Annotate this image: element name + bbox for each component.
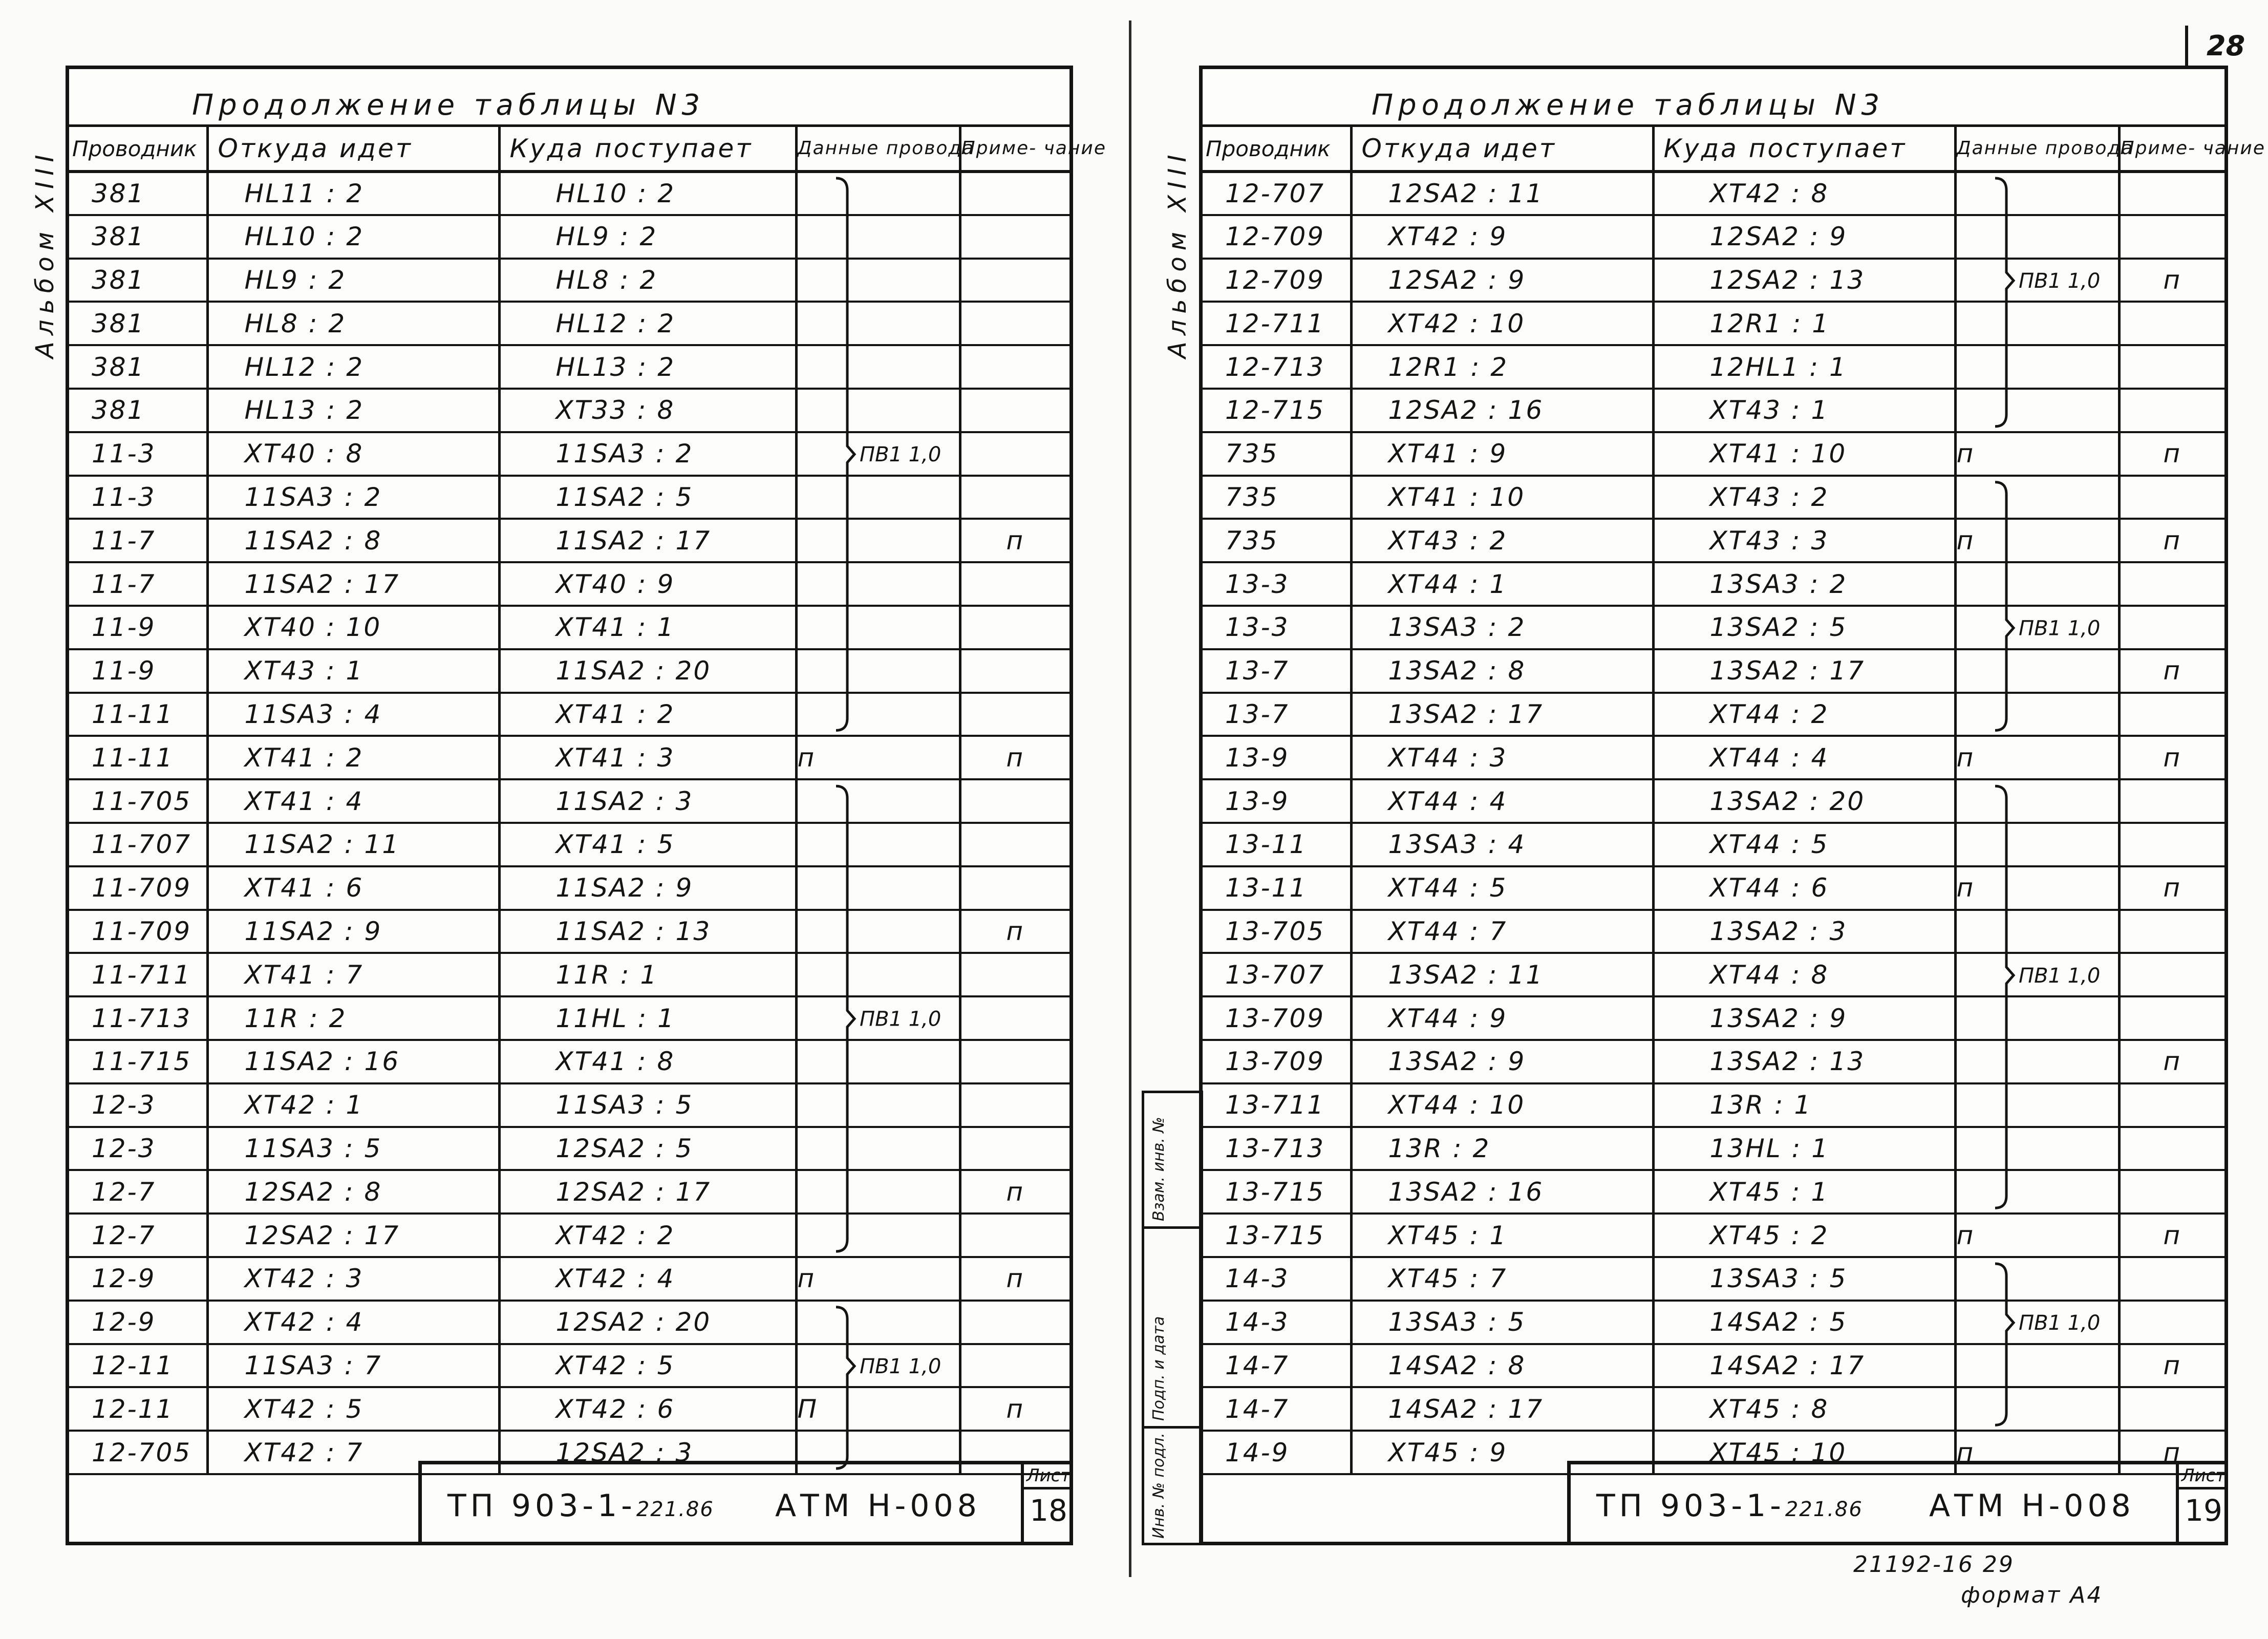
wire-id-cell: 12-707 (1203, 172, 1351, 215)
to-terminal-cell: XT44 : 4 (1653, 736, 1955, 779)
wire-group-brace (836, 178, 854, 730)
note-cell: п (2119, 1040, 2224, 1083)
wire-id-cell: 11-7 (69, 519, 207, 562)
stamp-label-inventory: Инв. № подл. (1150, 1433, 1168, 1539)
from-terminal-cell: XT44 : 4 (1351, 779, 1653, 823)
col-header-wire-data: Данные провода (1955, 126, 2119, 172)
wire-id-cell: 14-3 (1203, 1301, 1351, 1344)
wire-id-cell: 735 (1203, 476, 1351, 519)
left-sheet (66, 66, 1106, 1545)
stamp-cell-signature (1144, 1226, 1201, 1429)
from-terminal-cell: XT42 : 5 (207, 1387, 499, 1431)
album-label: Альбом XIII (1163, 148, 1192, 358)
from-terminal-cell: 12SA2 : 8 (207, 1170, 499, 1214)
from-terminal-cell: 11SA2 : 11 (207, 823, 499, 866)
title-doc: АТМ Н-008 (1929, 1488, 2135, 1524)
wire-data-cell: п (1955, 866, 2119, 910)
wire-id-cell: 735 (1203, 432, 1351, 476)
album-label: Альбом XIII (31, 148, 59, 358)
page-number: 28 (2207, 30, 2245, 62)
to-terminal-cell: 11SA2 : 9 (499, 866, 796, 910)
to-terminal-cell: XT43 : 1 (1653, 389, 1955, 432)
wire-id-cell: 14-7 (1203, 1344, 1351, 1388)
wire-id-cell: 12-11 (69, 1387, 207, 1431)
note-cell: п (2119, 432, 2224, 476)
note-cell: п (2119, 1431, 2224, 1474)
stamp-label-replacement: Взам. инв. № (1150, 1117, 1168, 1221)
to-terminal-cell: XT45 : 10 (1653, 1431, 1955, 1474)
wire-group-brace (1995, 482, 2014, 731)
to-terminal-cell: 11SA2 : 3 (499, 779, 796, 823)
from-terminal-cell: XT41 : 7 (207, 953, 499, 996)
title-code (447, 1488, 714, 1524)
from-terminal-cell: 13SA2 : 16 (1351, 1170, 1653, 1214)
to-terminal-cell: XT45 : 2 (1653, 1214, 1955, 1257)
wire-id-cell: 14-3 (1203, 1257, 1351, 1301)
from-terminal-cell: XT42 : 4 (207, 1301, 499, 1344)
from-terminal-cell: 12SA2 : 16 (1351, 389, 1653, 432)
wire-id-cell: 11-11 (69, 693, 207, 736)
wire-id-cell: 11-11 (69, 736, 207, 779)
to-terminal-cell: XT40 : 9 (499, 562, 796, 606)
to-terminal-cell: 12SA2 : 5 (499, 1127, 796, 1170)
to-terminal-cell: XT42 : 2 (499, 1214, 796, 1257)
from-terminal-cell: XT45 : 9 (1351, 1431, 1653, 1474)
wire-data-cell: п (1955, 1431, 2119, 1474)
wire-id-cell: 13-11 (1203, 823, 1351, 866)
wire-id-cell: 11-713 (69, 996, 207, 1040)
from-terminal-cell: HL13 : 2 (207, 389, 499, 432)
from-terminal-cell: 12SA2 : 11 (1351, 172, 1653, 215)
wire-id-cell: 12-7 (69, 1170, 207, 1214)
wire-id-cell: 12-715 (1203, 389, 1351, 432)
note-cell: п (2119, 1214, 2224, 1257)
wire-id-cell: 12-9 (69, 1257, 207, 1301)
to-terminal-cell: 13SA2 : 3 (1653, 910, 1955, 953)
table-heading: Продолжение таблицы N3 (192, 88, 705, 122)
from-terminal-cell: HL8 : 2 (207, 302, 499, 345)
to-terminal-cell: 11SA2 : 20 (499, 649, 796, 693)
wire-id-cell: 11-711 (69, 953, 207, 996)
from-terminal-cell: XT41 : 4 (207, 779, 499, 823)
center-fold (1129, 20, 1131, 1577)
stamp-label-signature: Подп. и дата (1150, 1316, 1168, 1421)
wire-group-label: ПВ1 1,0 (2019, 964, 2101, 988)
wire-id-cell: 13-715 (1203, 1214, 1351, 1257)
wire-id-cell: 381 (69, 172, 207, 215)
from-terminal-cell: 12SA2 : 9 (1351, 259, 1653, 302)
title-doc: АТМ Н-008 (775, 1488, 981, 1524)
wire-id-cell: 12-709 (1203, 259, 1351, 302)
footer-doc-number: 21192-16 29 (1853, 1551, 2015, 1578)
to-terminal-cell: 11HL : 1 (499, 996, 796, 1040)
to-terminal-cell: XT42 : 6 (499, 1387, 796, 1431)
wire-id-cell: 13-9 (1203, 736, 1351, 779)
wire-id-cell: 13-707 (1203, 953, 1351, 996)
title-code (1596, 1488, 1863, 1524)
footer-format: формат А4 (1961, 1582, 2103, 1608)
wire-id-cell: 12-9 (69, 1301, 207, 1344)
to-terminal-cell: XT41 : 1 (499, 606, 796, 649)
approval-stamp-column (1142, 1091, 1203, 1545)
to-terminal-cell: 14SA2 : 5 (1653, 1301, 1955, 1344)
from-terminal-cell: XT42 : 7 (207, 1431, 499, 1474)
wire-id-cell: 11-707 (69, 823, 207, 866)
col-header-wire: Проводник (69, 126, 207, 172)
to-terminal-cell: 12SA2 : 13 (1653, 259, 1955, 302)
to-terminal-cell: XT43 : 3 (1653, 519, 1955, 562)
sheet-number: 19 (2185, 1493, 2222, 1528)
to-terminal-cell: XT42 : 4 (499, 1257, 796, 1301)
wire-id-cell: 11-9 (69, 606, 207, 649)
wire-id-cell: 13-9 (1203, 779, 1351, 823)
title-code-small: 221.86 (1785, 1498, 1863, 1521)
to-terminal-cell: XT44 : 5 (1653, 823, 1955, 866)
wire-group-braces (69, 69, 1069, 1542)
from-terminal-cell: 11SA3 : 5 (207, 1127, 499, 1170)
wire-id-cell: 381 (69, 345, 207, 389)
table-heading: Продолжение таблицы N3 (1372, 88, 1885, 122)
from-terminal-cell: 13SA3 : 2 (1351, 606, 1653, 649)
wire-id-cell: 381 (69, 389, 207, 432)
note-cell: п (960, 519, 1069, 562)
from-terminal-cell: XT40 : 10 (207, 606, 499, 649)
from-terminal-cell: HL12 : 2 (207, 345, 499, 389)
wire-group-brace (836, 1307, 854, 1468)
to-terminal-cell: HL13 : 2 (499, 345, 796, 389)
wire-group-label: ПВ1 1,0 (2019, 269, 2101, 293)
from-terminal-cell: HL10 : 2 (207, 215, 499, 259)
wire-id-cell: 13-11 (1203, 866, 1351, 910)
wire-id-cell: 11-3 (69, 476, 207, 519)
sheet-box (2176, 1464, 2228, 1545)
wire-id-cell: 11-709 (69, 910, 207, 953)
to-terminal-cell: 11SA3 : 5 (499, 1083, 796, 1127)
to-terminal-cell: 12SA2 : 20 (499, 1301, 796, 1344)
from-terminal-cell: 13SA2 : 11 (1351, 953, 1653, 996)
to-terminal-cell: 11SA2 : 17 (499, 519, 796, 562)
to-terminal-cell: XT43 : 2 (1653, 476, 1955, 519)
wire-group-label: ПВ1 1,0 (860, 1007, 942, 1031)
from-terminal-cell: XT44 : 9 (1351, 996, 1653, 1040)
wire-data-cell: п (1955, 519, 2119, 562)
col-header-to: Куда поступает (1653, 126, 1955, 172)
wire-group-brace (1995, 178, 2014, 427)
from-terminal-cell: XT45 : 7 (1351, 1257, 1653, 1301)
to-terminal-cell: HL8 : 2 (499, 259, 796, 302)
wire-id-cell: 12-7 (69, 1214, 207, 1257)
right-sheet (1199, 66, 2265, 1545)
from-terminal-cell: 13SA2 : 17 (1351, 693, 1653, 736)
wire-id-cell: 13-711 (1203, 1083, 1351, 1127)
wire-data-cell: П (796, 1387, 960, 1431)
wire-group-braces (1203, 69, 2224, 1542)
wire-id-cell: 12-705 (69, 1431, 207, 1474)
wire-id-cell: 11-705 (69, 779, 207, 823)
wire-id-cell: 13-7 (1203, 693, 1351, 736)
from-terminal-cell: 11SA3 : 7 (207, 1344, 499, 1388)
to-terminal-cell: 13SA2 : 17 (1653, 649, 1955, 693)
from-terminal-cell: 13SA3 : 4 (1351, 823, 1653, 866)
note-cell: п (960, 910, 1069, 953)
from-terminal-cell: HL11 : 2 (207, 172, 499, 215)
to-terminal-cell: XT45 : 8 (1653, 1387, 1955, 1431)
to-terminal-cell: HL12 : 2 (499, 302, 796, 345)
from-terminal-cell: XT44 : 7 (1351, 910, 1653, 953)
to-terminal-cell: XT33 : 8 (499, 389, 796, 432)
sheet-label: Лист (2179, 1464, 2228, 1489)
from-terminal-cell: 13R : 2 (1351, 1127, 1653, 1170)
to-terminal-cell: 13SA3 : 2 (1653, 562, 1955, 606)
page-number-tick (2185, 26, 2188, 66)
from-terminal-cell: HL9 : 2 (207, 259, 499, 302)
to-terminal-cell: XT41 : 8 (499, 1040, 796, 1083)
wire-id-cell: 735 (1203, 519, 1351, 562)
note-cell: п (960, 1257, 1069, 1301)
wire-id-cell: 11-7 (69, 562, 207, 606)
from-terminal-cell: XT44 : 5 (1351, 866, 1653, 910)
note-cell: п (960, 1387, 1069, 1431)
title-code-main: ТП 903-1- (1596, 1488, 1785, 1524)
to-terminal-cell: XT45 : 1 (1653, 1170, 1955, 1214)
wire-id-cell: 13-713 (1203, 1127, 1351, 1170)
wire-id-cell: 11-9 (69, 649, 207, 693)
wire-id-cell: 12-3 (69, 1127, 207, 1170)
wire-group-label: ПВ1 1,0 (2019, 616, 2101, 641)
title-block (418, 1461, 1069, 1542)
col-header-wire-data: Данные провода (796, 126, 960, 172)
from-terminal-cell: XT40 : 8 (207, 432, 499, 476)
to-terminal-cell: 12SA2 : 3 (499, 1431, 796, 1474)
wire-id-cell: 13-7 (1203, 649, 1351, 693)
from-terminal-cell: XT41 : 6 (207, 866, 499, 910)
note-cell: п (2119, 519, 2224, 562)
col-header-note: Приме- чание (2119, 126, 2224, 172)
to-terminal-cell: XT44 : 6 (1653, 866, 1955, 910)
wire-id-cell: 12-713 (1203, 345, 1351, 389)
to-terminal-cell: HL9 : 2 (499, 215, 796, 259)
sheet-box (1021, 1464, 1073, 1545)
title-code-main: ТП 903-1- (447, 1488, 636, 1524)
to-terminal-cell: 13SA2 : 5 (1653, 606, 1955, 649)
to-terminal-cell: HL10 : 2 (499, 172, 796, 215)
wire-id-cell: 13-715 (1203, 1170, 1351, 1214)
wire-group-label: ПВ1 1,0 (2019, 1311, 2101, 1335)
from-terminal-cell: 11SA3 : 2 (207, 476, 499, 519)
wire-group-label: ПВ1 1,0 (860, 1355, 942, 1378)
note-cell: п (2119, 1344, 2224, 1388)
from-terminal-cell: 11SA2 : 9 (207, 910, 499, 953)
to-terminal-cell: 12SA2 : 9 (1653, 215, 1955, 259)
wire-id-cell: 14-7 (1203, 1387, 1351, 1431)
title-block (1567, 1461, 2224, 1542)
to-terminal-cell: 11SA2 : 5 (499, 476, 796, 519)
note-cell: п (960, 736, 1069, 779)
note-cell: п (2119, 866, 2224, 910)
to-terminal-cell: 12SA2 : 17 (499, 1170, 796, 1214)
wire-id-cell: 13-705 (1203, 910, 1351, 953)
stamp-cell-replacement (1144, 1093, 1201, 1229)
from-terminal-cell: 13SA3 : 5 (1351, 1301, 1653, 1344)
wire-id-cell: 11-709 (69, 866, 207, 910)
to-terminal-cell: 11SA3 : 2 (499, 432, 796, 476)
from-terminal-cell: XT44 : 10 (1351, 1083, 1653, 1127)
to-terminal-cell: 12R1 : 1 (1653, 302, 1955, 345)
from-terminal-cell: XT42 : 9 (1351, 215, 1653, 259)
from-terminal-cell: XT44 : 3 (1351, 736, 1653, 779)
col-header-wire: Проводник (1203, 126, 1351, 172)
col-header-note: Приме- чание (960, 126, 1069, 172)
wire-group-brace (1995, 1264, 2014, 1425)
from-terminal-cell: 12R1 : 2 (1351, 345, 1653, 389)
wire-id-cell: 12-11 (69, 1344, 207, 1388)
from-terminal-cell: XT44 : 1 (1351, 562, 1653, 606)
wire-id-cell: 12-709 (1203, 215, 1351, 259)
from-terminal-cell: 11SA2 : 16 (207, 1040, 499, 1083)
to-terminal-cell: 13SA2 : 13 (1653, 1040, 1955, 1083)
col-header-to: Куда поступает (499, 126, 796, 172)
from-terminal-cell: 14SA2 : 17 (1351, 1387, 1653, 1431)
to-terminal-cell: XT44 : 2 (1653, 693, 1955, 736)
from-terminal-cell: 11R : 2 (207, 996, 499, 1040)
to-terminal-cell: 13R : 1 (1653, 1083, 1955, 1127)
to-terminal-cell: 14SA2 : 17 (1653, 1344, 1955, 1388)
to-terminal-cell: XT42 : 8 (1653, 172, 1955, 215)
to-terminal-cell: XT41 : 2 (499, 693, 796, 736)
wire-id-cell: 381 (69, 259, 207, 302)
from-terminal-cell: 14SA2 : 8 (1351, 1344, 1653, 1388)
wire-id-cell: 12-3 (69, 1083, 207, 1127)
from-terminal-cell: XT41 : 10 (1351, 476, 1653, 519)
wire-data-cell: п (1955, 1214, 2119, 1257)
from-terminal-cell: 11SA3 : 4 (207, 693, 499, 736)
from-terminal-cell: XT41 : 2 (207, 736, 499, 779)
wire-id-cell: 13-3 (1203, 562, 1351, 606)
from-terminal-cell: XT42 : 1 (207, 1083, 499, 1127)
from-terminal-cell: XT45 : 1 (1351, 1214, 1653, 1257)
from-terminal-cell: XT42 : 3 (207, 1257, 499, 1301)
wire-group-brace (1995, 786, 2014, 1208)
wire-data-cell: п (1955, 432, 2119, 476)
wire-data-cell: п (796, 736, 960, 779)
to-terminal-cell: 11R : 1 (499, 953, 796, 996)
to-terminal-cell: 13SA3 : 5 (1653, 1257, 1955, 1301)
note-cell: п (2119, 649, 2224, 693)
wire-id-cell: 12-711 (1203, 302, 1351, 345)
wire-id-cell: 11-715 (69, 1040, 207, 1083)
to-terminal-cell: 11SA2 : 13 (499, 910, 796, 953)
from-terminal-cell: XT42 : 10 (1351, 302, 1653, 345)
from-terminal-cell: XT43 : 2 (1351, 519, 1653, 562)
from-terminal-cell: 11SA2 : 8 (207, 519, 499, 562)
wire-id-cell: 13-709 (1203, 996, 1351, 1040)
wire-group-label: ПВ1 1,0 (860, 443, 942, 467)
note-cell: п (960, 1170, 1069, 1214)
title-code-small: 221.86 (636, 1498, 714, 1521)
to-terminal-cell: XT41 : 3 (499, 736, 796, 779)
from-terminal-cell: XT43 : 1 (207, 649, 499, 693)
from-terminal-cell: 13SA2 : 8 (1351, 649, 1653, 693)
from-terminal-cell: XT41 : 9 (1351, 432, 1653, 476)
to-terminal-cell: 13HL : 1 (1653, 1127, 1955, 1170)
wire-id-cell: 11-3 (69, 432, 207, 476)
to-terminal-cell: XT42 : 5 (499, 1344, 796, 1388)
to-terminal-cell: XT41 : 5 (499, 823, 796, 866)
wire-data-cell: п (796, 1257, 960, 1301)
col-header-from: Откуда идет (207, 126, 499, 172)
note-cell: п (2119, 736, 2224, 779)
wire-data-cell: п (1955, 736, 2119, 779)
wire-id-cell: 14-9 (1203, 1431, 1351, 1474)
to-terminal-cell: 13SA2 : 20 (1653, 779, 1955, 823)
sheet-number: 18 (1030, 1493, 1067, 1528)
wire-group-brace (836, 786, 854, 1251)
wire-id-cell: 381 (69, 302, 207, 345)
from-terminal-cell: 13SA2 : 9 (1351, 1040, 1653, 1083)
col-header-from: Откуда идет (1351, 126, 1653, 172)
to-terminal-cell: 13SA2 : 9 (1653, 996, 1955, 1040)
wire-id-cell: 13-3 (1203, 606, 1351, 649)
from-terminal-cell: 11SA2 : 17 (207, 562, 499, 606)
from-terminal-cell: 12SA2 : 17 (207, 1214, 499, 1257)
wire-id-cell: 13-709 (1203, 1040, 1351, 1083)
wire-id-cell: 381 (69, 215, 207, 259)
sheet-label: Лист (1024, 1464, 1073, 1489)
stamp-cell-inventory (1144, 1426, 1201, 1544)
to-terminal-cell: 12HL1 : 1 (1653, 345, 1955, 389)
to-terminal-cell: XT41 : 10 (1653, 432, 1955, 476)
note-cell: п (2119, 259, 2224, 302)
to-terminal-cell: XT44 : 8 (1653, 953, 1955, 996)
